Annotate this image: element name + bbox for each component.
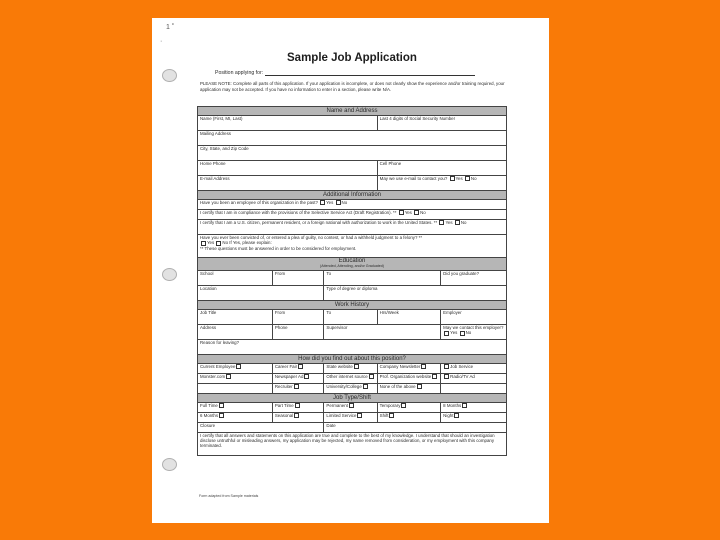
application-page <box>152 18 549 523</box>
label-yes: Yes <box>207 240 215 246</box>
source-option-empty <box>198 384 273 394</box>
checkbox-no[interactable] <box>336 200 341 205</box>
source-option[interactable]: Radio/TV Ad <box>441 374 507 384</box>
checkbox-no[interactable] <box>460 331 465 336</box>
application-table <box>197 106 507 456</box>
name-field[interactable]: Name (First, MI, Last) <box>198 116 378 131</box>
section-source: How did you find out about this position? <box>198 355 507 364</box>
employee-question <box>198 200 507 210</box>
work-phone-field[interactable]: Phone <box>272 325 324 340</box>
source-row <box>198 384 507 394</box>
job-type-option[interactable]: Full Time <box>198 403 273 413</box>
checkbox-yes[interactable] <box>450 176 455 181</box>
certification-statement: I certify that all answers and statements on this application are true and complete to the best of my knowledge. I understand that should an investigation disclose untruthful or misleading answers, my application may be rejected, my name removed from consideration, or my employment with this company terminated. <box>198 433 507 456</box>
edu-from-field[interactable]: From <box>272 271 324 286</box>
checkbox-yes[interactable] <box>439 220 444 225</box>
edu-to-field[interactable]: To <box>324 271 441 286</box>
work-from-field[interactable]: From <box>272 310 324 325</box>
section-work-history: Work History <box>198 301 507 310</box>
source-option[interactable]: Career Fair <box>272 364 324 374</box>
employee-label: Have you been an employee of this organization in the past? <box>200 200 318 205</box>
job-type-option[interactable]: 6 Months <box>198 413 273 423</box>
form-title: Sample Job Application <box>287 52 417 64</box>
closure-field[interactable]: Closure <box>198 423 324 433</box>
label-yes: Yes <box>455 176 463 181</box>
source-option[interactable]: None of the above <box>377 384 441 394</box>
job-type-option[interactable]: Seasonal <box>272 413 324 423</box>
required-note: ** These questions must be answered in order to be considered for employment. <box>200 245 357 251</box>
checkbox-yes[interactable] <box>320 200 325 205</box>
job-type-row <box>198 413 507 423</box>
source-option[interactable]: Prof. Organization website <box>377 374 441 384</box>
section-name-address: Name and Address <box>198 107 507 116</box>
checkbox-yes[interactable] <box>444 331 449 336</box>
label-no: No <box>420 210 426 215</box>
job-type-option[interactable]: Limited Service <box>324 413 377 423</box>
section-additional: Additional Information <box>198 191 507 200</box>
job-type-option[interactable]: Shift <box>377 413 441 423</box>
section-job-type: Job Type/Shift <box>198 394 507 403</box>
work-to-field[interactable]: To <box>324 310 377 325</box>
section-education <box>198 258 507 271</box>
source-option[interactable]: State website <box>324 364 377 374</box>
job-type-option[interactable]: 8 Months <box>441 403 507 413</box>
job-type-option[interactable]: Temporary <box>377 403 441 413</box>
contact-employer-question <box>441 325 507 340</box>
explain-label: No If Yes, please explain: <box>222 240 272 246</box>
source-option[interactable]: University/College <box>324 384 377 394</box>
binder-hole-middle <box>162 268 177 281</box>
binder-hole-bottom <box>162 458 177 471</box>
reason-leaving-field[interactable]: Reason for leaving? <box>198 340 507 355</box>
source-option-empty <box>441 384 507 394</box>
label-yes: Yes <box>445 220 453 225</box>
conviction-question <box>198 235 507 258</box>
contact-label: May we use e-mail to contact you? <box>379 176 448 181</box>
binder-hole-top <box>162 69 177 82</box>
source-option[interactable]: Recruiter <box>272 384 324 394</box>
home-phone-field[interactable]: Home Phone <box>198 161 378 176</box>
employer-field[interactable]: Employer <box>441 310 507 325</box>
email-contact-question <box>377 176 506 191</box>
checkbox-no[interactable] <box>465 176 470 181</box>
job-type-option[interactable]: Night <box>441 413 507 423</box>
label-no: No <box>465 330 472 336</box>
form-footer: Form adapted from Sample materials <box>199 494 259 498</box>
source-option[interactable]: Other internet source <box>324 374 377 384</box>
citizen-question <box>198 220 507 235</box>
selective-label: I certify that I am in compliance with the provisions of the Selective Service Act (Draft Registration). ** <box>200 210 397 215</box>
source-row <box>198 364 507 374</box>
education-subheading: (Attended, Attending, and/or Graduated) <box>320 264 384 268</box>
education-heading: Education <box>338 258 366 264</box>
school-field[interactable]: School <box>198 271 273 286</box>
graduate-field[interactable]: Did you graduate? <box>441 271 507 286</box>
city-state-zip-field[interactable]: City, State, and Zip Code <box>198 146 507 161</box>
conviction-label: Have you ever been convicted of, or entered a plea of guilty, no contest, or had a withheld judgment to a felony? ** <box>200 235 423 240</box>
label-no: No <box>470 176 477 181</box>
label-no: No <box>341 200 348 205</box>
degree-field[interactable]: Type of degree or diploma <box>324 286 507 301</box>
instructions-note: PLEASE NOTE: Complete all parts of this application. If your application is incomplete, or does not clearly show the experience and/or training required, your application may not be accepted. If you have no information to enter in a section, please write N/A. <box>200 81 505 92</box>
label-yes: Yes <box>404 210 412 215</box>
email-field[interactable]: E-mail Address <box>198 176 378 191</box>
job-title-field[interactable]: Job Title <box>198 310 273 325</box>
label-yes: Yes <box>326 200 334 205</box>
work-address-field[interactable]: Address <box>198 325 273 340</box>
source-row <box>198 374 507 384</box>
mailing-address-field[interactable]: Mailing Address <box>198 131 507 146</box>
hrs-week-field[interactable]: Hrs/Week <box>377 310 441 325</box>
label-yes: Yes <box>450 330 458 336</box>
checkbox-no[interactable] <box>414 210 419 215</box>
selective-service-question <box>198 210 507 220</box>
location-field[interactable]: Location <box>198 286 324 301</box>
source-option[interactable]: Current Employee <box>198 364 273 374</box>
position-input[interactable] <box>265 70 475 76</box>
cell-phone-field[interactable]: Cell Phone <box>377 161 506 176</box>
scan-mark: 1 ˚ <box>166 24 175 31</box>
date-field[interactable]: Date <box>324 423 507 433</box>
position-label: Position applying for: <box>215 70 264 76</box>
source-option[interactable]: Job Service <box>441 364 507 374</box>
label-no: No <box>460 220 467 225</box>
source-option[interactable]: Newspaper Ad <box>272 374 324 384</box>
position-row <box>215 70 475 76</box>
job-type-option[interactable]: Permanent <box>324 403 377 413</box>
supervisor-field[interactable]: Supervisor <box>324 325 441 340</box>
ssn-field[interactable]: Last 4 digits of Social Security Number <box>377 116 506 131</box>
source-option[interactable]: Monster.com <box>198 374 273 384</box>
citizen-label: I certify that I am a U.S. citizen, permanent resident, or a foreign national with authorization to work in the United States. ** <box>200 220 438 225</box>
checkbox-yes[interactable] <box>399 210 404 215</box>
checkbox-no[interactable] <box>455 220 460 225</box>
contact-employer-label: May we contact this employer? <box>443 325 504 330</box>
job-type-option[interactable]: Part Time <box>272 403 324 413</box>
source-option[interactable]: Company Newsletter <box>377 364 441 374</box>
scan-mark: · <box>160 38 163 45</box>
job-type-row <box>198 403 507 413</box>
